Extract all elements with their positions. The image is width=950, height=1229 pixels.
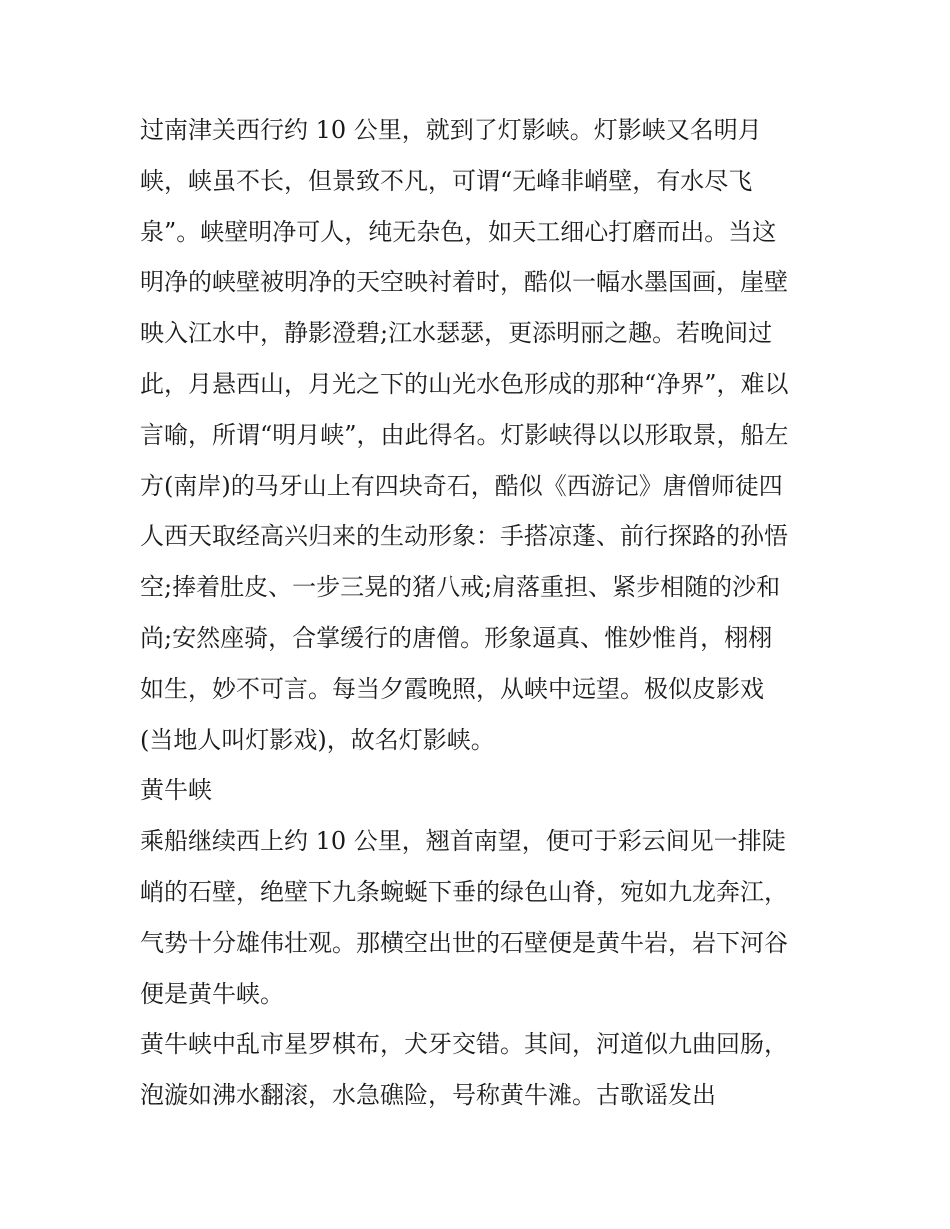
text-line: 方(南岸)的马牙山上有四块奇石，酷似《西游记》唐僧师徒四 <box>140 471 783 500</box>
text-line: 此，月悬西山，月光之下的山光水色形成的那种“净界”，难以 <box>140 369 789 398</box>
text-line: 如生，妙不可言。每当夕霞晚照，从峡中远望。极似皮影戏 <box>140 674 764 703</box>
text-line: 尚;安然座骑，合掌缓行的唐僧。形象逼真、惟妙惟肖，栩栩 <box>140 623 773 652</box>
text-line: 黄牛峡中乱市星罗棋布，犬牙交错。其间，河道似九曲回肠， <box>140 1030 788 1059</box>
text-line: (当地人叫灯影戏)，故名灯影峡。 <box>140 725 495 754</box>
text-line: 空;捧着肚皮、一步三晃的猪八戒;肩落重担、紧步相随的沙和 <box>140 573 781 602</box>
text-line: 峭的石壁，绝壁下九条蜿蜒下垂的绿色山脊，宛如九龙奔江， <box>140 877 788 906</box>
text-line: 气势十分雄伟壮观。那横空出世的石壁便是黄牛岩，岩下河谷 <box>140 928 788 957</box>
text-line: 过南津关西行约 10 公里，就到了灯影峡。灯影峡又名明月 <box>140 116 762 144</box>
section-heading: 黄牛峡 <box>140 776 212 805</box>
text-line: 乘船继续西上约 10 公里，翘首南望，便可于彩云间见一排陡 <box>140 827 786 856</box>
text-line: 人西天取经高兴归来的生动形象：手搭凉蓬、前行探路的孙悟 <box>140 522 788 551</box>
text-line: 明净的峡壁被明净的天空映衬着时，酷似一幅水墨国画，崖壁 <box>140 268 788 297</box>
article-body <box>140 105 820 1121</box>
text-line: 泉”。峡壁明净可人，纯无杂色，如天工细心打磨而出。当这 <box>140 217 777 246</box>
text-line: 言喻，所谓“明月峡”，由此得名。灯影峡得以以形取景，船左 <box>140 420 789 449</box>
text-line: 映入江水中，静影澄碧;江水瑟瑟，更添明丽之趣。若晚间过 <box>140 319 773 348</box>
text-line: 峡，峡虽不长，但景致不凡，可谓“无峰非峭壁，有水尽飞 <box>140 166 753 195</box>
text-line: 便是黄牛峡。 <box>140 979 284 1008</box>
text-line: 泡漩如沸水翻滚，水急礁险，号称黄牛滩。古歌谣发出 <box>140 1081 716 1110</box>
